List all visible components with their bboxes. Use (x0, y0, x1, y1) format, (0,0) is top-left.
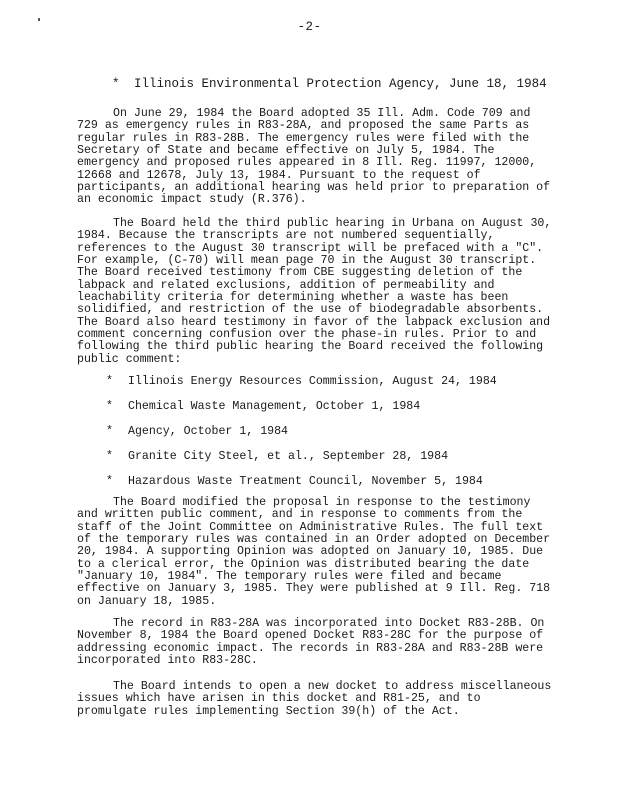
comment-bullet: * (106, 400, 113, 413)
paragraph-temporary-rules: The Board modified the proposal in response to the testimony and written public comment, and in response to comments from the staff of the Joint Committee on Administrative Rules. The full text of the temporary rules was contained in an Order adopted on December 20, 1984. A supporting Opinion was adopted on January 10, 1985. Due to a clerical error, the Opinion was distributed bearing the date "January 10, 1984". The temporary rules were filed and became effective on January 3, 1985. They were published at 9 Ill. Reg. 718 on January 18, 1985. (77, 496, 551, 608)
comment-bullet: * (106, 475, 113, 488)
page-number: -2- (297, 20, 322, 34)
paragraph-emergency-rules: On June 29, 1984 the Board adopted 35 Ill. Adm. Code 709 and 729 as emergency rules in R83-28A, and proposed the same Parts as regular rules in R83-28B. The emergency rules were filed with the Secretary of State and became effective on July 5, 1984. The emergency and proposed rules appeared in 8 Ill. Reg. 11997, 12000, 12668 and 12678, July 13, 1984. Pursuant to the request of participants, an additional hearing was held prior to preparation of an economic impact study (R.376). (77, 107, 551, 207)
comment-item (106, 475, 483, 488)
comment-bullet: * (106, 425, 113, 438)
comment-text: Illinois Energy Resources Commission, August 24, 1984 (128, 375, 497, 388)
comment-item (106, 425, 288, 438)
paragraph-third-hearing: The Board held the third public hearing in Urbana on August 30, 1984. Because the transcripts are not numbered sequentially, references to the August 30 transcript will be prefaced with a "C". For example, (C-70) will mean page 70 in the August 30 transcript. The Board received testimony from CBE suggesting deletion of the labpack and related exclusions, addition of permeability and leachability criteria for determining whether a waste has been solidified, and restriction of the use of biodegradable absorbents. The Board also heard testimony in favor of the labpack exclusion and comment concerning confusion over the phase-in rules. Prior to and following the third public hearing the Board received the following public comment: (77, 217, 552, 366)
comment-item (106, 400, 420, 413)
paragraph-new-docket: The Board intends to open a new docket to address miscellaneous issues which have arisen in this docket and R81-25, and to promulgate rules implementing Section 39(h) of the Act. (77, 680, 552, 718)
comment-text: Chemical Waste Management, October 1, 1984 (128, 400, 421, 413)
comment-item (106, 375, 497, 388)
comment-bullet: * (106, 450, 113, 463)
comment-bullet: * (106, 375, 113, 388)
comment-text: Granite City Steel, et al., September 28, 1984 (128, 450, 449, 463)
paragraph-docket-record: The record in R83-28A was incorporated into Docket R83-28B. On November 8, 1984 the Board opened Docket R83-28C for the purpose of addressing economic impact. The records in R83-28A and R83-28B were incorporated into R83-28C. (77, 617, 545, 668)
header-text: Illinois Environmental Protection Agency, June 18, 1984 (134, 77, 547, 91)
comment-text: Hazardous Waste Treatment Council, November 5, 1984 (128, 475, 483, 488)
comment-text: Agency, October 1, 1984 (128, 425, 289, 438)
header-bullet: * (112, 77, 120, 91)
comment-item (106, 450, 448, 463)
agency-header (112, 77, 547, 91)
